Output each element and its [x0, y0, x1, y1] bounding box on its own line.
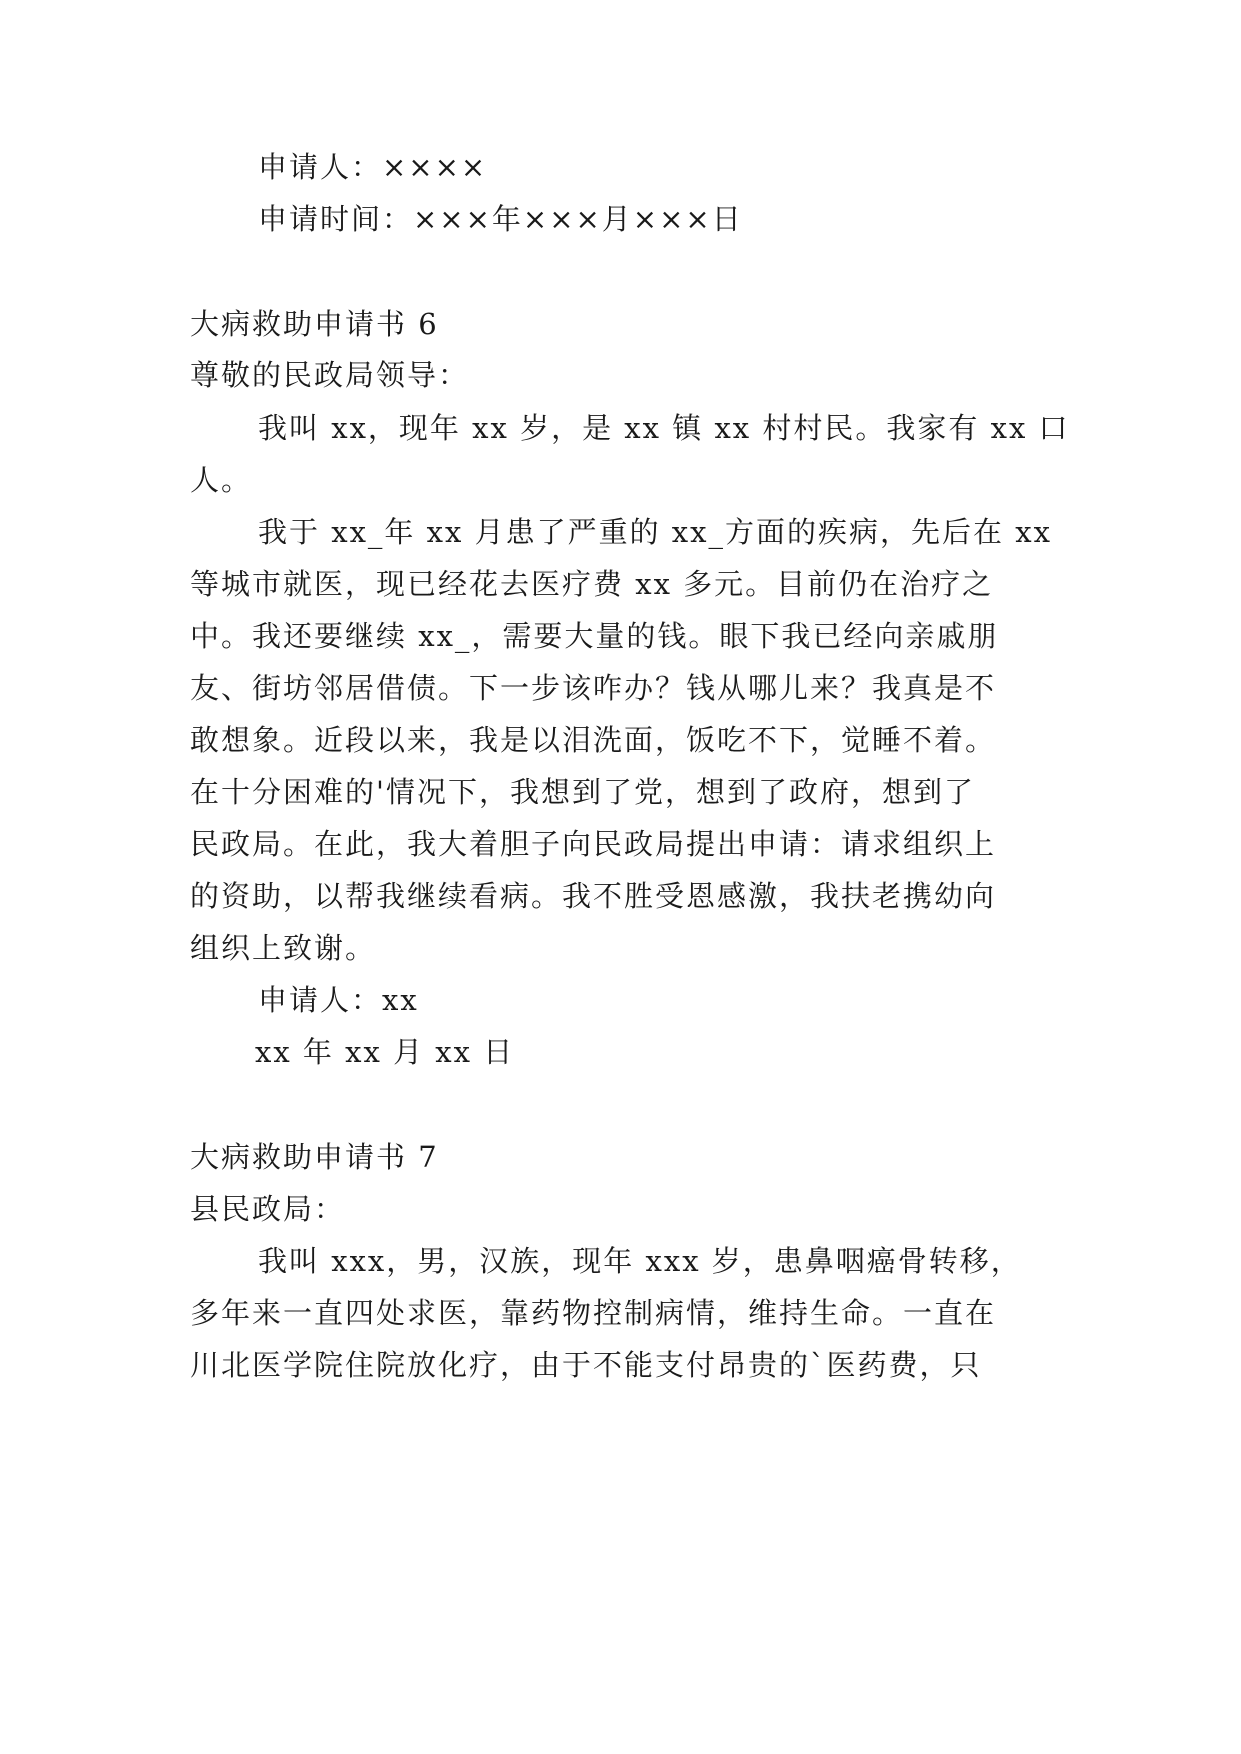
section-6-p2-line-7: 民政局。在此，我大着胆子向民政局提出申请：请求组织上 [190, 827, 997, 861]
section-6-p2-line-4: 友、街坊邻居借债。下一步该咋办？钱从哪儿来？我真是不 [190, 671, 997, 705]
section-7-title: 大病救助申请书 7 [190, 1140, 439, 1174]
section-6-p2-line-9: 组织上致谢。 [190, 931, 377, 965]
section-6-p2-line-8: 的资助，以帮我继续看病。我不胜受恩感激，我扶老携幼向 [190, 879, 997, 913]
section-6-salutation: 尊敬的民政局领导： [190, 358, 470, 392]
section-6-p1-line-2: 人。 [190, 463, 253, 497]
section-6-date: xx 年 xx 月 xx 日 [255, 1035, 515, 1069]
section-6-p1-line-1: 我叫 xx，现年 xx 岁，是 xx 镇 xx 村村民。我家有 xx 口 [258, 411, 1070, 445]
section-7-p1-line-3: 川北医学院住院放化疗，由于不能支付昂贵的`医药费，只 [190, 1348, 982, 1382]
section-6-p2-line-1: 我于 xx_年 xx 月患了严重的 xx_方面的疾病，先后在 xx [258, 515, 1052, 549]
section-7-p1-line-2: 多年来一直四处求医，靠药物控制病情，维持生命。一直在 [190, 1296, 997, 1330]
applicant-line-prev: 申请人：×××× [258, 150, 488, 184]
section-6-p2-line-3: 中。我还要继续 xx_，需要大量的钱。眼下我已经向亲戚朋 [190, 619, 999, 653]
section-6-applicant: 申请人：xx [258, 983, 419, 1017]
section-6-p2-line-2: 等城市就医，现已经花去医疗费 xx 多元。目前仍在治疗之 [190, 567, 994, 601]
section-7-p1-line-1: 我叫 xxx，男，汉族，现年 xxx 岁，患鼻咽癌骨转移， [258, 1244, 1022, 1278]
section-6-p2-line-6: 在十分困难的'情况下，我想到了党，想到了政府，想到了 [190, 775, 975, 809]
section-6-title: 大病救助申请书 6 [190, 307, 439, 341]
section-6-p2-line-5: 敢想象。近段以来，我是以泪洗面，饭吃不下，觉睡不着。 [190, 723, 997, 757]
section-7-salutation: 县民政局： [190, 1192, 346, 1226]
application-date-line-prev: 申请时间：×××年×××月×××日 [258, 202, 743, 236]
